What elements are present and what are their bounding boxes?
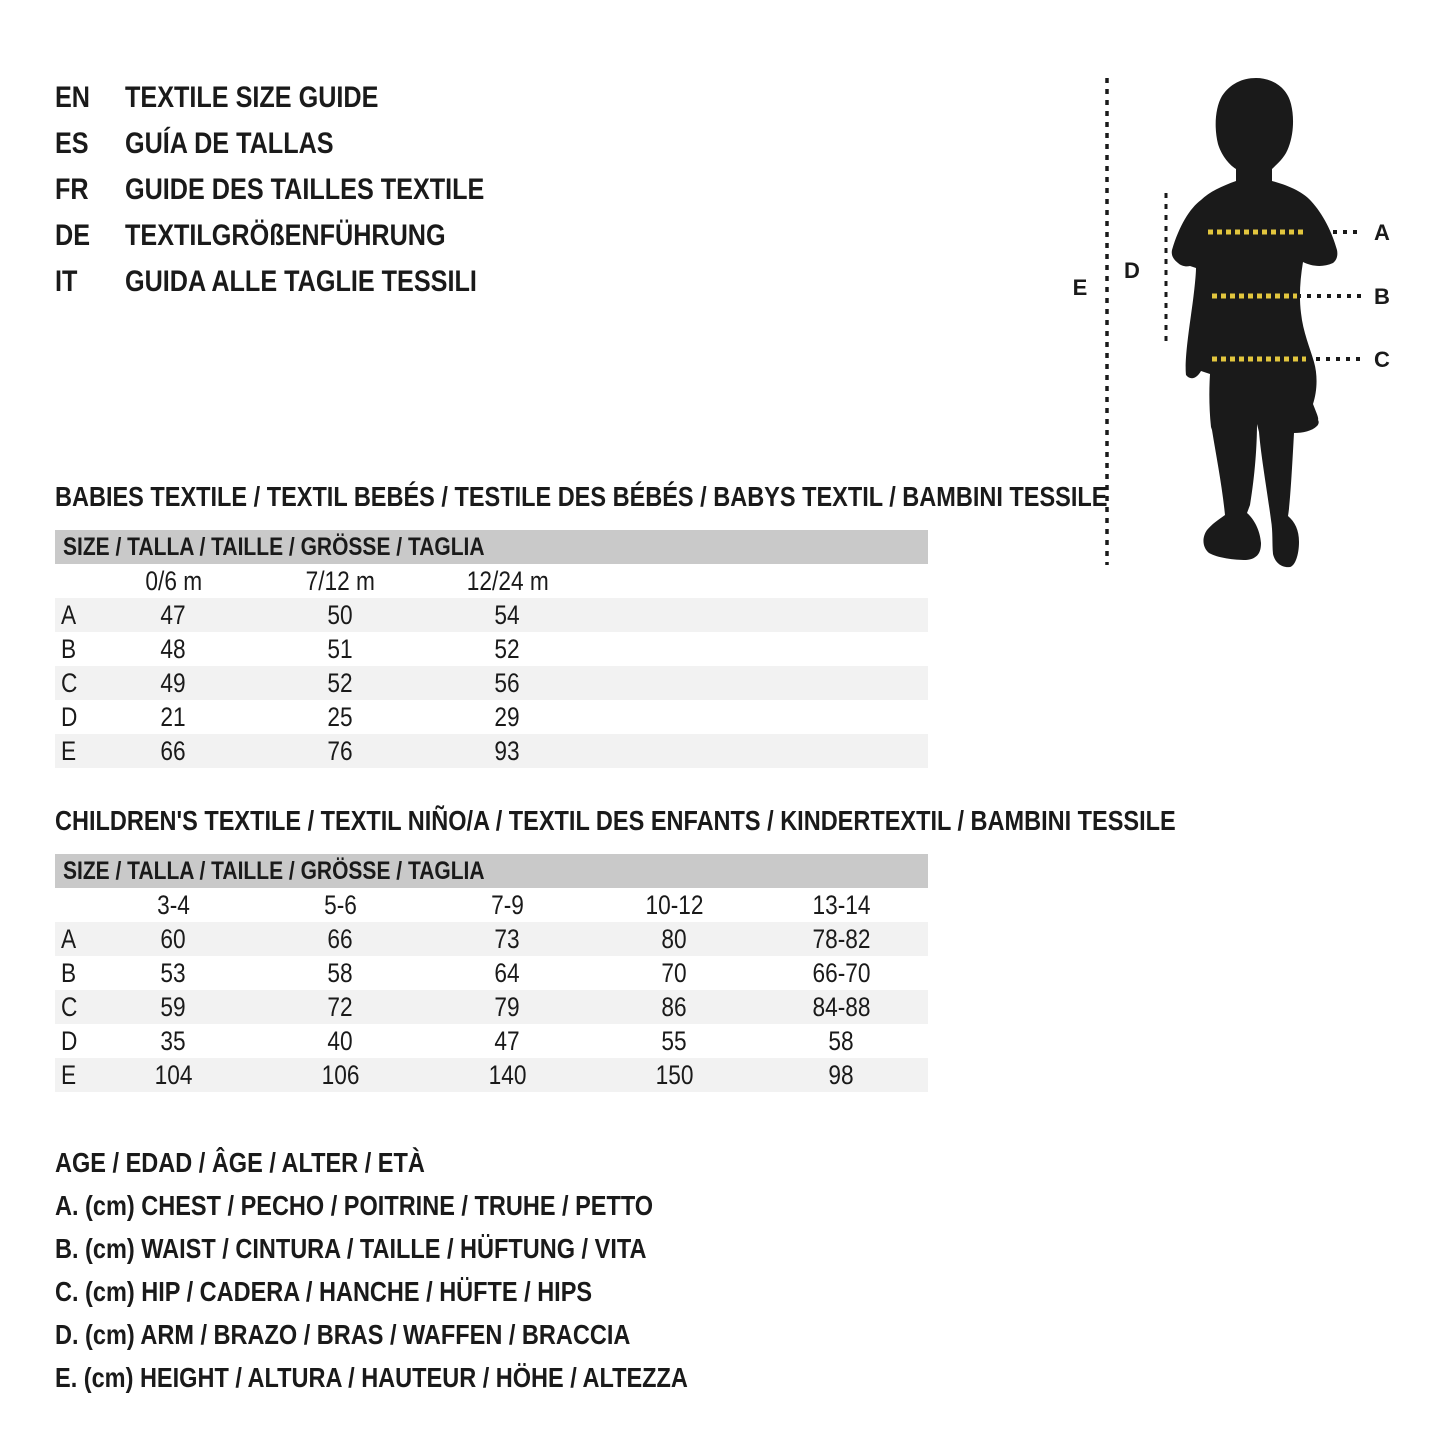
child-silhouette-icon <box>1172 78 1338 567</box>
babies-col-2: 12/24 m <box>466 565 549 596</box>
figure-label-a: A <box>1374 220 1390 245</box>
babies-row-d: D 21 25 29 <box>61 701 521 732</box>
children-row-d: D 35 40 47 55 58 <box>61 1025 855 1056</box>
babies-col-0: 0/6 m <box>145 565 202 596</box>
figure-label-b: B <box>1374 284 1390 309</box>
lang-title-en: TEXTILE SIZE GUIDE <box>125 81 379 114</box>
lang-row-es <box>55 121 553 167</box>
lang-row-de <box>55 213 553 259</box>
figure-label-e: E <box>1072 275 1088 300</box>
children-section-title: CHILDREN'S TEXTILE / TEXTIL NIÑO/A / TEXTIL DES ENFANTS / KINDERTEXTIL / BAMBINI TESSILE <box>55 805 1176 836</box>
lang-code-de: DE <box>55 219 91 252</box>
lang-code-en: EN <box>55 81 91 114</box>
lang-code-fr: FR <box>55 173 89 206</box>
babies-column-header-row <box>55 564 928 598</box>
babies-section-title: BABIES TEXTILE / TEXTIL BEBÉS / TESTILE DES BÉBÉS / BABYS TEXTIL / BAMBINI TESSILE <box>55 481 1108 512</box>
measurement-figure <box>1060 60 1445 590</box>
children-row-a: A 60 66 73 80 78-82 <box>55 922 928 956</box>
lang-row-it <box>55 259 553 305</box>
children-col-4: 13-14 <box>812 889 871 920</box>
lang-row-fr <box>55 167 553 213</box>
lang-code-it: IT <box>55 265 78 298</box>
lang-title-fr: GUIDE DES TAILLES TEXTILE <box>125 173 485 206</box>
children-column-header-row <box>55 888 928 922</box>
language-title-list <box>55 75 553 305</box>
babies-table <box>55 530 928 768</box>
children-col-3: 10-12 <box>645 889 704 920</box>
children-col-0: 3-4 <box>157 889 190 920</box>
babies-size-header-text: SIZE / TALLA / TAILLE / GRÖSSE / TAGLIA <box>63 532 485 561</box>
lang-code-es: ES <box>55 127 89 160</box>
legend-arm: D. (cm) ARM / BRAZO / BRAS / WAFFEN / BRACCIA <box>55 1318 631 1350</box>
children-row-b: B 53 58 64 70 66-70 <box>61 957 871 988</box>
babies-row-e: E 66 76 93 <box>55 734 928 768</box>
child-silhouette-diagram <box>1060 60 1445 590</box>
legend-chest: A. (cm) CHEST / PECHO / POITRINE / TRUHE / PETTO <box>55 1189 654 1221</box>
babies-size-header-bar <box>55 530 928 564</box>
legend-hip: C. (cm) HIP / CADERA / HANCHE / HÜFTE / HIPS <box>55 1275 593 1307</box>
legend-height: E. (cm) HEIGHT / ALTURA / HAUTEUR / HÖHE / ALTEZZA <box>55 1361 688 1393</box>
babies-row-c: C 49 52 56 <box>55 666 928 700</box>
babies-col-1: 7/12 m <box>305 565 376 596</box>
children-table <box>55 854 928 1092</box>
children-size-header-text: SIZE / TALLA / TAILLE / GRÖSSE / TAGLIA <box>63 856 485 885</box>
children-col-1: 5-6 <box>324 889 357 920</box>
legend-waist: B. (cm) WAIST / CINTURA / TAILLE / HÜFTUNG / VITA <box>55 1232 647 1264</box>
children-col-2: 7-9 <box>491 889 524 920</box>
figure-label-c: C <box>1374 347 1390 372</box>
children-row-e: E 104 106 140 150 98 <box>55 1058 928 1092</box>
lang-title-de: TEXTILGRÖßENFÜHRUNG <box>125 219 446 252</box>
children-size-header-bar <box>55 854 928 888</box>
lang-row-en <box>55 75 553 121</box>
figure-label-d: D <box>1124 258 1140 283</box>
lang-title-es: GUÍA DE TALLAS <box>125 127 334 160</box>
lang-title-it: GUIDA ALLE TAGLIE TESSILI <box>125 265 477 298</box>
babies-row-b: B 48 51 52 <box>61 633 521 664</box>
measurement-legend <box>55 1141 808 1399</box>
children-row-c: C 59 72 79 86 84-88 <box>55 990 928 1024</box>
babies-row-a: A 47 50 54 <box>55 598 928 632</box>
legend-age: AGE / EDAD / ÂGE / ALTER / ETÀ <box>55 1146 425 1178</box>
